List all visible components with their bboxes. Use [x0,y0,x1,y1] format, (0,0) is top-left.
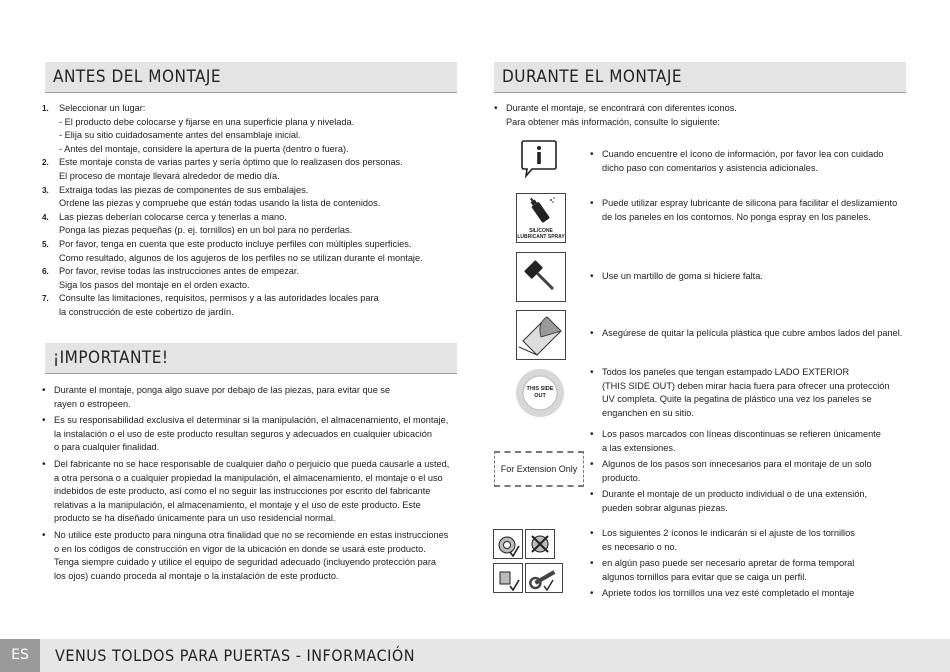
step-item: 5. Por favor, tenga en cuenta que este producto incluye perfiles con múltiples superficies. Como resultado, algunos de los agujeros de los perfiles no se utilizan durante el montaje. [42,238,423,263]
silicone-spray-icon [516,193,566,243]
badge-label: THIS SIDE OUT [526,386,554,399]
extension-only-label: For Extension Only [500,464,578,474]
spray-item: • Puede utilizar espray lubricante de silicona para facilitar el deslizamiento de los paneles en los contornos. No ponga espray en los paneles. [590,197,920,224]
preparation-steps [42,102,452,320]
screws-item: • Apriete todos los tornillos una vez esté completado el montaje [590,587,920,601]
information-icon [520,139,558,184]
step-item: 2. Este montaje consta de varias partes y sería óptimo que lo realizasen dos personas. El proceso de montaje llevará alrededor de medio día. [42,157,403,181]
extension-only-marker-icon [494,451,584,487]
page-footer [0,639,950,672]
wrench-icon [525,563,563,593]
important-item: • No utilice este producto para ninguna otra finalidad que no se recomiende en estas instrucciones o en los códigos de construcción en vigor de la ubicación en donde se usará este producto. Tenga siempre cuidado y utilice el equipo de seguridad adecuado (incluyendo protección para los ojos) cuando proceda al montaje o la instalación de este producto. [42,529,462,583]
step-item: 7. Consulte las limitaciones, requisitos, permisos y a las autoridades locales para la construcción de este cobertizo de jardín. [42,293,379,317]
extension-list [590,428,920,516]
screw-do-not-tighten-icon [525,529,555,559]
important-item: • Es su responsabilidad exclusiva el determinar si la manipulación, el almacenamiento, el montaje, la instalación o el uso de este producto resultan seguros y adecuados en cualquier ubicación o para cualquier finalidad. [42,414,462,455]
extension-item: • Algunos de los pasos son innecesarios para el montaje de un solo producto. [590,458,920,485]
hammer-item: • Use un martillo de goma si hiciere falta. [590,270,920,284]
rubber-hammer-icon [516,252,566,302]
section-title-before: ANTES DEL MONTAJE [53,67,222,87]
section-header-important [45,343,457,374]
protective-film-icon [516,310,566,360]
intro-item: • Durante el montaje, se encontrará con diferentes iconos. Para obtener más información, consulte lo siguiente: [494,102,914,129]
this-side-out-badge-icon [515,368,565,418]
section-header-during [494,62,906,93]
footer-title: VENUS TOLDOS PARA PUERTAS - INFORMACIÓN [55,646,415,665]
intro-list [494,102,914,129]
info-item: • Cuando encuentre el ícono de información, por favor lea con cuidado dicho paso con comentarios y asistencia adicionales. [590,148,920,175]
important-item: • Durante el montaje, ponga algo suave por debajo de las piezas, para evitar que se rayen o estropeen. [42,384,462,411]
step-item: 6. Por favor, revise todas las instrucciones antes de empezar. Siga los pasos del montaje en el orden exacto. [42,266,300,290]
spray-label: SILICONE LUBRICANT SPRAY [517,228,565,240]
extension-item: • Durante el montaje de un producto individual o de una extensión, pueden sobrar algunas piezas. [590,488,920,515]
important-list [42,384,462,583]
section-title-during: DURANTE EL MONTAJE [502,67,683,87]
language-tab: ES [0,639,40,672]
screw-temporary-icon [493,563,523,593]
screws-list [590,527,920,601]
screw-tighten-icon [493,529,523,559]
important-item: • Del fabricante no se hace responsable de cualquier daño o perjuicio que pueda causarle a usted, a otra persona o a cualquier propiedad la manipulación, el almacenamiento, el montaje o el uso indebidos de este producto, así como el no seguir las instrucciones por escrito del fabricante relativas a la manipulación, el almacenamiento, el montaje y el uso de este producto. Este producto se ha diseñado únicamente para un uso residencial normal. [42,458,462,526]
extension-item: • Los pasos marcados con líneas discontinuas se refieren únicamente a las extensiones. [590,428,920,455]
screws-item: • en algún paso puede ser necesario apretar de forma temporal algunos tornillos para evitar que se caiga un perfil. [590,557,920,584]
section-title-important: ¡IMPORTANTE! [53,348,169,368]
step-item: 3. Extraiga todas las piezas de componentes de sus embalajes. Ordene las piezas y compruebe que están todas usando la lista de contenidos. [42,184,381,209]
step-item: 1. Seleccionar un lugar: - El producto debe colocarse y fijarse en una superficie plana y nivelada. - Elija su sitio cuidadosamente antes del ensamblaje inicial. - Antes del montaje, considere la apertura de la puerta (dentro o fuera). [42,103,355,154]
film-item: • Asegúrese de quitar la película plástica que cubre ambos lados del panel. [590,327,930,341]
section-header-before [45,62,457,93]
side-out-item: • Todos los paneles que tengan estampado LADO EXTERIOR (THIS SIDE OUT) deben mirar hacia fuera para ofrecer una protección UV completa. Quite la pegatina de plástico una vez los paneles se enganchen en su sitio. [590,366,920,420]
screws-item: • Los siguientes 2 íconos le indicarán si el ajuste de los tornillos es necesario o no. [590,527,920,554]
step-item: 4. Las piezas deberían colocarse cerca y tenerlas a mano. Ponga las piezas pequeñas (p. ej. tornillos) en un bol para no perderlas. [42,211,353,236]
